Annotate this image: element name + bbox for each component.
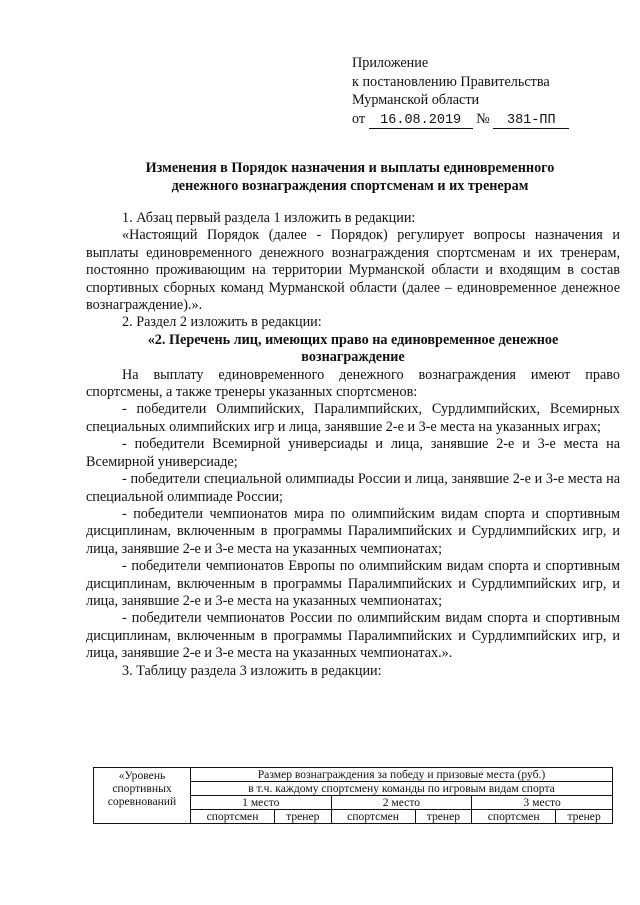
team-header-cell: в т.ч. каждому спортсмену команды по игровым видам спорта: [191, 782, 613, 796]
list-item-special-olympics: - победители специальной олимпиады России и лица, занявшие 2-е и 3-е места на специальной олимпиаде России;: [86, 471, 620, 505]
list-item-european-championships: - победители чемпионатов Европы по олимпийским видам спорта и спортивным дисциплинам, включенным в программы Паралимпийских и Сурдлимпийских игр, и лица, занявшие 2-е и 3-е места на указанных чемпионатах;: [86, 558, 620, 609]
list-item-russian-championships: - победители чемпионатов России по олимпийским видам спорта и спортивным дисциплинам, включенным в программы Паралимпийских и Сурдлимпийских игр, и лица, занявшие 2-е и 3-е места на указанных чемпионатах.».: [86, 610, 620, 662]
level-header-cell: «Уровень спортивных соревнований: [94, 768, 191, 824]
place-2-cell: 2 место: [331, 796, 472, 810]
paragraph-5: 3. Таблицу раздела 3 изложить в редакции:: [122, 662, 382, 679]
amount-header-cell: Размер вознаграждения за победу и призовые места (руб.): [191, 768, 613, 782]
resolution-number: 381-ПП: [493, 113, 569, 129]
athlete-col-1: спортсмен: [191, 810, 275, 824]
section-heading-line-2: вознаграждение: [301, 349, 405, 366]
appendix-block: [352, 54, 569, 129]
paragraph-1: 1. Абзац первый раздела 1 изложить в редакции:: [122, 210, 416, 226]
number-prefix: №: [476, 110, 490, 127]
table-row: [94, 768, 613, 782]
place-1-cell: 1 место: [191, 796, 332, 810]
document-body: [86, 210, 620, 680]
date-prefix: от: [352, 110, 366, 127]
document-title: [80, 160, 620, 195]
paragraph-4: На выплату единовременного денежного вознаграждения имеют право спортсмены, а также тренеры указанных спортсменов:: [86, 366, 620, 401]
place-3-cell: 3 место: [472, 796, 613, 810]
title-line-1: Изменения в Порядок назначения и выплаты единовременного: [145, 160, 555, 176]
section-heading-line-1: «2. Перечень лиц, имеющих право на единовременное денежное: [147, 331, 559, 348]
list-item-universiade: - победители Всемирной универсиады и лица, занявшие 2-е и 3-е места на Всемирной универсиаде;: [86, 436, 620, 470]
paragraph-3: 2. Раздел 2 изложить в редакции:: [122, 314, 322, 331]
paragraph-2: «Настоящий Порядок (далее - Порядок) регулирует вопросы назначения и выплаты единовременного денежного вознаграждения спортсменам и их тренерам, постоянно проживающим на территории Мурманской области и входящим в состав спортивных сборных команд Мурманской области (далее – единовременное денежное вознаграждение).».: [86, 227, 620, 314]
coach-col-2: тренер: [415, 810, 472, 824]
coach-col-3: тренер: [556, 810, 613, 824]
coach-col-1: тренер: [275, 810, 332, 824]
list-item-world-championships: - победители чемпионатов мира по олимпийским видам спорта и спортивным дисциплинам, включенным в программы Паралимпийских и Сурдлимпийских игр, и лица, занявшие 2-е и 3-е места на указанных чемпионатах;: [86, 505, 620, 557]
athlete-col-2: спортсмен: [331, 810, 415, 824]
appendix-region: Мурманской области: [352, 92, 480, 108]
award-table: [93, 767, 613, 824]
list-item-olympics: - победители Олимпийских, Паралимпийских, Сурдлимпийских, Всемирных специальных олимпийских игр и лица, занявшие 2-е и 3-е места на указанных играх;: [86, 401, 620, 435]
appendix-resolution-ref: к постановлению Правительства: [352, 73, 550, 90]
appendix-title: Приложение: [352, 55, 429, 71]
title-line-2: денежного вознаграждения спортсменам и их тренерам: [171, 177, 529, 194]
resolution-date: 16.08.2019: [369, 113, 473, 129]
appendix-date-line: [352, 110, 569, 129]
athlete-col-3: спортсмен: [472, 810, 556, 824]
